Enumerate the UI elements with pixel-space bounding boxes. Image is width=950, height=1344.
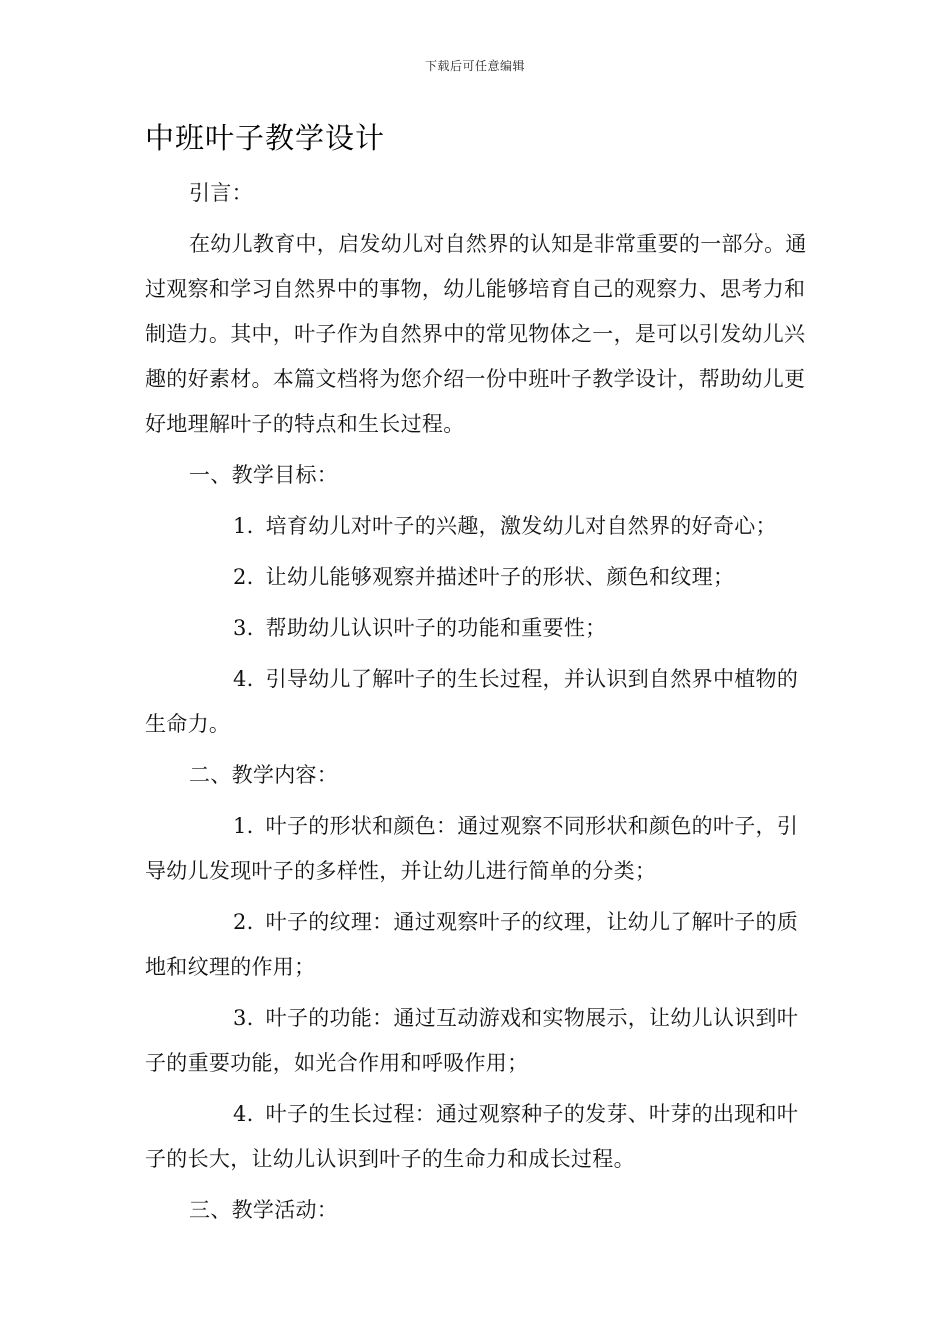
- goal-item-number: 2.: [233, 565, 254, 589]
- document-title: 中班叶子教学设计: [145, 121, 386, 155]
- document-body: [145, 171, 810, 1239]
- goal-item-number: 1.: [233, 514, 254, 538]
- intro-paragraph: 在幼儿教育中，启发幼儿对自然界的认知是非常重要的一部分。通过观察和学习自然界中的事物，幼儿能够培育自己的观察力、思考力和制造力。其中，叶子作为自然界中的常见物体之一，是可以引发幼儿兴趣的好素材。本篇文档将为您介绍一份中班叶子教学设计，帮助幼儿更好地理解叶子的特点和生长过程。: [145, 232, 807, 436]
- goal-item-number: 4.: [233, 667, 254, 691]
- content-item-text: 叶子的形状和颜色：通过观察不同形状和颜色的叶子，引导幼儿发现叶子的多样性，并让幼儿进行简单的分类；: [145, 814, 799, 883]
- content-item-number: 1.: [233, 814, 254, 838]
- content-item: [145, 996, 810, 1086]
- content-item: [145, 900, 810, 990]
- section-heading-content: 二、教学内容：: [189, 763, 339, 787]
- header-note: 下载后可任意编辑: [424, 59, 525, 73]
- content-item-text: 叶子的功能：通过互动游戏和实物展示，让幼儿认识到叶子的重要功能，如光合作用和呼吸作用；: [145, 1006, 799, 1075]
- content-item-number: 4.: [233, 1102, 254, 1126]
- goal-item-text: 帮助幼儿认识叶子的功能和重要性；: [265, 616, 607, 640]
- content-item: [145, 1092, 810, 1182]
- content-item-number: 3.: [233, 1006, 254, 1030]
- section-heading-activities: 三、教学活动：: [189, 1198, 339, 1222]
- section-heading-goals: 一、教学目标：: [189, 463, 339, 487]
- content-item-text: 叶子的生长过程：通过观察种子的发芽、叶芽的出现和叶子的长大，让幼儿认识到叶子的生命力和成长过程。: [145, 1102, 799, 1171]
- content-item-number: 2.: [233, 910, 254, 934]
- goal-item: [145, 657, 810, 747]
- goal-item-number: 3.: [233, 616, 254, 640]
- goal-item: [145, 555, 810, 600]
- content-item-text: 叶子的纹理：通过观察叶子的纹理，让幼儿了解叶子的质地和纹理的作用；: [145, 910, 799, 979]
- intro-heading: 引言：: [189, 181, 253, 205]
- goal-item: [145, 606, 810, 651]
- content-item: [145, 804, 810, 894]
- goal-item-text: 引导幼儿了解叶子的生长过程，并认识到自然界中植物的生命力。: [145, 667, 799, 736]
- goal-item-text: 培育幼儿对叶子的兴趣，激发幼儿对自然界的好奇心；: [265, 514, 777, 538]
- goal-item-text: 让幼儿能够观察并描述叶子的形状、颜色和纹理；: [265, 565, 735, 589]
- goal-item: [145, 504, 810, 549]
